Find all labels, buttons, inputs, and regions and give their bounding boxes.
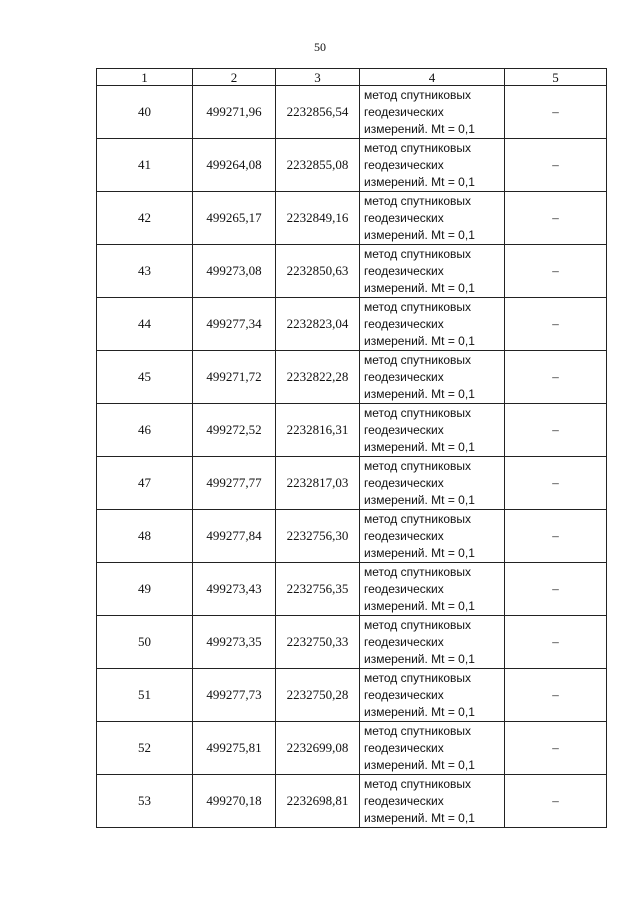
column-5-cell: – (505, 192, 607, 245)
x-coordinate-cell: 499277,77 (193, 457, 276, 510)
y-coordinate-cell: 2232855,08 (276, 139, 360, 192)
method-line: геодезических (364, 422, 444, 437)
x-coordinate-cell: 499270,18 (193, 775, 276, 828)
y-coordinate-cell: 2232849,16 (276, 192, 360, 245)
method-line: измерений. Mt = 0,1 (364, 280, 475, 295)
method-cell (360, 775, 505, 828)
x-coordinate-cell: 499273,43 (193, 563, 276, 616)
point-number-cell: 44 (97, 298, 193, 351)
x-coordinate-cell: 499273,35 (193, 616, 276, 669)
method-line: измерений. Mt = 0,1 (364, 492, 475, 507)
method-line: измерений. Mt = 0,1 (364, 333, 475, 348)
x-coordinate-cell: 499277,34 (193, 298, 276, 351)
column-5-cell: – (505, 775, 607, 828)
method-line: метод спутниковых (364, 299, 472, 314)
method-line: метод спутниковых (364, 617, 472, 632)
method-line: геодезических (364, 157, 444, 172)
method-line: метод спутниковых (364, 564, 472, 579)
method-line: геодезических (364, 528, 444, 543)
method-line: измерений. Mt = 0,1 (364, 439, 475, 454)
method-cell (360, 351, 505, 404)
method-line: измерений. Mt = 0,1 (364, 386, 475, 401)
method-line: геодезических (364, 475, 444, 490)
method-cell (360, 563, 505, 616)
table-row (97, 669, 607, 722)
point-number-cell: 51 (97, 669, 193, 722)
method-line: метод спутниковых (364, 352, 472, 367)
method-line: измерений. Mt = 0,1 (364, 810, 475, 825)
column-5-cell: – (505, 298, 607, 351)
method-line: метод спутниковых (364, 193, 472, 208)
method-line: геодезических (364, 369, 444, 384)
method-line: измерений. Mt = 0,1 (364, 545, 475, 560)
table-row (97, 722, 607, 775)
method-line: геодезических (364, 634, 444, 649)
method-line: измерений. Mt = 0,1 (364, 227, 475, 242)
y-coordinate-cell: 2232699,08 (276, 722, 360, 775)
method-cell (360, 245, 505, 298)
column-5-cell: – (505, 457, 607, 510)
method-line: геодезических (364, 793, 444, 808)
method-cell (360, 298, 505, 351)
column-5-cell: – (505, 351, 607, 404)
point-number-cell: 52 (97, 722, 193, 775)
y-coordinate-cell: 2232756,30 (276, 510, 360, 563)
point-number-cell: 53 (97, 775, 193, 828)
y-coordinate-cell: 2232750,28 (276, 669, 360, 722)
x-coordinate-cell: 499264,08 (193, 139, 276, 192)
table-row (97, 351, 607, 404)
column-5-cell: – (505, 722, 607, 775)
table-row (97, 192, 607, 245)
method-line: метод спутниковых (364, 776, 472, 791)
column-5-cell: – (505, 616, 607, 669)
x-coordinate-cell: 499271,96 (193, 86, 276, 139)
table-row (97, 245, 607, 298)
x-coordinate-cell: 499277,73 (193, 669, 276, 722)
y-coordinate-cell: 2232850,63 (276, 245, 360, 298)
point-number-cell: 46 (97, 404, 193, 457)
method-line: метод спутниковых (364, 511, 472, 526)
method-line: измерений. Mt = 0,1 (364, 121, 475, 136)
point-number-cell: 41 (97, 139, 193, 192)
method-line: геодезических (364, 687, 444, 702)
point-number-cell: 50 (97, 616, 193, 669)
y-coordinate-cell: 2232822,28 (276, 351, 360, 404)
method-cell (360, 86, 505, 139)
point-number-cell: 40 (97, 86, 193, 139)
column-5-cell: – (505, 139, 607, 192)
point-number-cell: 42 (97, 192, 193, 245)
y-coordinate-cell: 2232856,54 (276, 86, 360, 139)
table-row (97, 616, 607, 669)
point-number-cell: 43 (97, 245, 193, 298)
y-coordinate-cell: 2232698,81 (276, 775, 360, 828)
method-line: геодезических (364, 210, 444, 225)
table-row (97, 563, 607, 616)
method-line: метод спутниковых (364, 670, 472, 685)
method-line: геодезических (364, 316, 444, 331)
x-coordinate-cell: 499265,17 (193, 192, 276, 245)
method-cell (360, 404, 505, 457)
method-line: метод спутниковых (364, 723, 472, 738)
x-coordinate-cell: 499272,52 (193, 404, 276, 457)
x-coordinate-cell: 499271,72 (193, 351, 276, 404)
table-row (97, 775, 607, 828)
column-5-cell: – (505, 669, 607, 722)
y-coordinate-cell: 2232823,04 (276, 298, 360, 351)
method-line: метод спутниковых (364, 87, 472, 102)
table-row (97, 510, 607, 563)
column-5-cell: – (505, 245, 607, 298)
header-cell-1: 1 (97, 69, 193, 86)
table-row (97, 86, 607, 139)
column-5-cell: – (505, 86, 607, 139)
page-number: 50 (314, 40, 326, 54)
method-cell (360, 139, 505, 192)
method-cell (360, 722, 505, 775)
column-5-cell: – (505, 563, 607, 616)
method-line: измерений. Mt = 0,1 (364, 651, 475, 666)
method-line: геодезических (364, 581, 444, 596)
column-5-cell: – (505, 510, 607, 563)
method-line: метод спутниковых (364, 458, 472, 473)
column-5-cell: – (505, 404, 607, 457)
method-line: метод спутниковых (364, 246, 472, 261)
method-line: геодезических (364, 104, 444, 119)
table-row (97, 457, 607, 510)
method-line: измерений. Mt = 0,1 (364, 174, 475, 189)
method-cell (360, 616, 505, 669)
method-line: измерений. Mt = 0,1 (364, 704, 475, 719)
method-line: геодезических (364, 263, 444, 278)
x-coordinate-cell: 499273,08 (193, 245, 276, 298)
point-number-cell: 48 (97, 510, 193, 563)
method-line: измерений. Mt = 0,1 (364, 757, 475, 772)
header-cell-4: 4 (360, 69, 505, 86)
table-row (97, 298, 607, 351)
y-coordinate-cell: 2232750,33 (276, 616, 360, 669)
method-cell (360, 669, 505, 722)
header-cell-3: 3 (276, 69, 360, 86)
y-coordinate-cell: 2232816,31 (276, 404, 360, 457)
header-cell-5: 5 (505, 69, 607, 86)
point-number-cell: 47 (97, 457, 193, 510)
method-cell (360, 510, 505, 563)
y-coordinate-cell: 2232756,35 (276, 563, 360, 616)
table-row (97, 404, 607, 457)
point-number-cell: 49 (97, 563, 193, 616)
x-coordinate-cell: 499277,84 (193, 510, 276, 563)
method-line: метод спутниковых (364, 140, 472, 155)
point-number-cell: 45 (97, 351, 193, 404)
method-line: метод спутниковых (364, 405, 472, 420)
y-coordinate-cell: 2232817,03 (276, 457, 360, 510)
table-row (97, 139, 607, 192)
method-line: измерений. Mt = 0,1 (364, 598, 475, 613)
header-cell-2: 2 (193, 69, 276, 86)
coordinates-table (96, 68, 607, 828)
x-coordinate-cell: 499275,81 (193, 722, 276, 775)
method-cell (360, 192, 505, 245)
table-body (97, 86, 607, 828)
method-cell (360, 457, 505, 510)
header-row (97, 69, 607, 86)
method-line: геодезических (364, 740, 444, 755)
